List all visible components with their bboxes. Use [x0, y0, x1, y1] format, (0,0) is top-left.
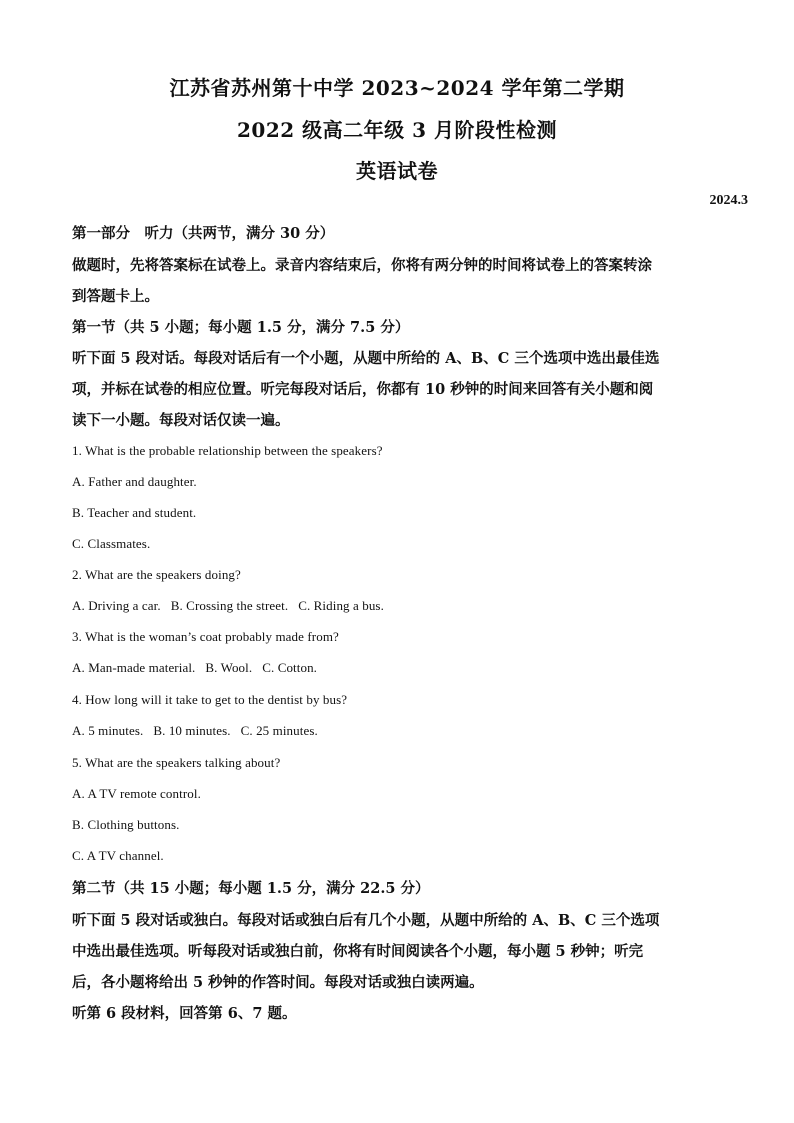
part1-heading: 第一部分 听力（共两节，满分 30 分）: [72, 225, 335, 242]
question-3-option-b: B. Wool.: [205, 660, 253, 675]
question-4-options: [72, 723, 318, 739]
question-2-option-a: A. Driving a car.: [72, 598, 161, 613]
exam-title-grade: 2022 级高二年级 3 月阶段性检测: [237, 118, 557, 142]
question-4-option-a: A. 5 minutes.: [72, 723, 144, 738]
question-3-stem: 3. What is the woman’s coat probably made from?: [72, 629, 339, 644]
question-3-option-a: A. Man-made material.: [72, 660, 196, 675]
exam-date: 2024.3: [709, 193, 748, 208]
question-4-option-c: C. 25 minutes.: [240, 723, 318, 738]
question-3-option-c: C. Cotton.: [262, 660, 318, 675]
question-2-options: [72, 598, 384, 614]
section1-instruction-line2: 项，并标在试卷的相应位置。听完每段对话后，你都有 10 秒钟的时间来回答有关小题和阅: [72, 381, 654, 398]
section2-instruction-line1: 听下面 5 段对话或独白。每段对话或独白后有几个小题，从题中所给的 A、B、C 三个选项: [72, 912, 660, 929]
question-4-option-b: B. 10 minutes.: [153, 723, 231, 738]
question-5-option-c: C. A TV channel.: [72, 848, 164, 863]
question-3-options: [72, 660, 317, 676]
question-2-option-b: B. Crossing the street.: [170, 598, 289, 613]
section2-instruction-line2: 中选出最佳选项。听每段对话或独白前，你将有时间阅读各个小题，每小题 5 秒钟；听完: [72, 943, 644, 960]
section2-instruction-line3: 后，各小题将给出 5 秒钟的作答时间。每段对话或独白读两遍。: [72, 974, 484, 991]
question-2-option-c: C. Riding a bus.: [298, 598, 384, 613]
question-1-option-b: B. Teacher and student.: [72, 505, 197, 520]
part1-instruction-line2: 到答题卡上。: [72, 288, 159, 305]
section1-heading: 第一节（共 5 小题；每小题 1.5 分，满分 7.5 分）: [72, 319, 410, 336]
section2-heading: 第二节（共 15 小题；每小题 1.5 分，满分 22.5 分）: [72, 880, 430, 897]
section1-instruction-line3: 读下一小题。每段对话仅读一遍。: [72, 412, 290, 429]
section2-material-6: 听第 6 段材料，回答第 6、7 题。: [72, 1005, 297, 1022]
exam-title-school: 江苏省苏州第十中学 2023~2024 学年第二学期: [169, 76, 625, 100]
question-4-stem: 4. How long will it take to get to the dentist by bus?: [72, 692, 348, 707]
question-5-stem: 5. What are the speakers talking about?: [72, 755, 281, 770]
question-5-option-a: A. A TV remote control.: [72, 786, 201, 801]
exam-title-subject: 英语试卷: [356, 159, 438, 183]
part1-instruction-line1: 做题时，先将答案标在试卷上。录音内容结束后，你将有两分钟的时间将试卷上的答案转涂: [72, 257, 652, 274]
question-1-option-c: C. Classmates.: [72, 536, 151, 551]
question-1-option-a: A. Father and daughter.: [72, 474, 197, 489]
question-1-stem: 1. What is the probable relationship between the speakers?: [72, 443, 383, 458]
question-5-option-b: B. Clothing buttons.: [72, 817, 180, 832]
question-2-stem: 2. What are the speakers doing?: [72, 567, 241, 582]
section1-instruction-line1: 听下面 5 段对话。每段对话后有一个小题，从题中所给的 A、B、C 三个选项中选出最佳选: [72, 350, 660, 367]
